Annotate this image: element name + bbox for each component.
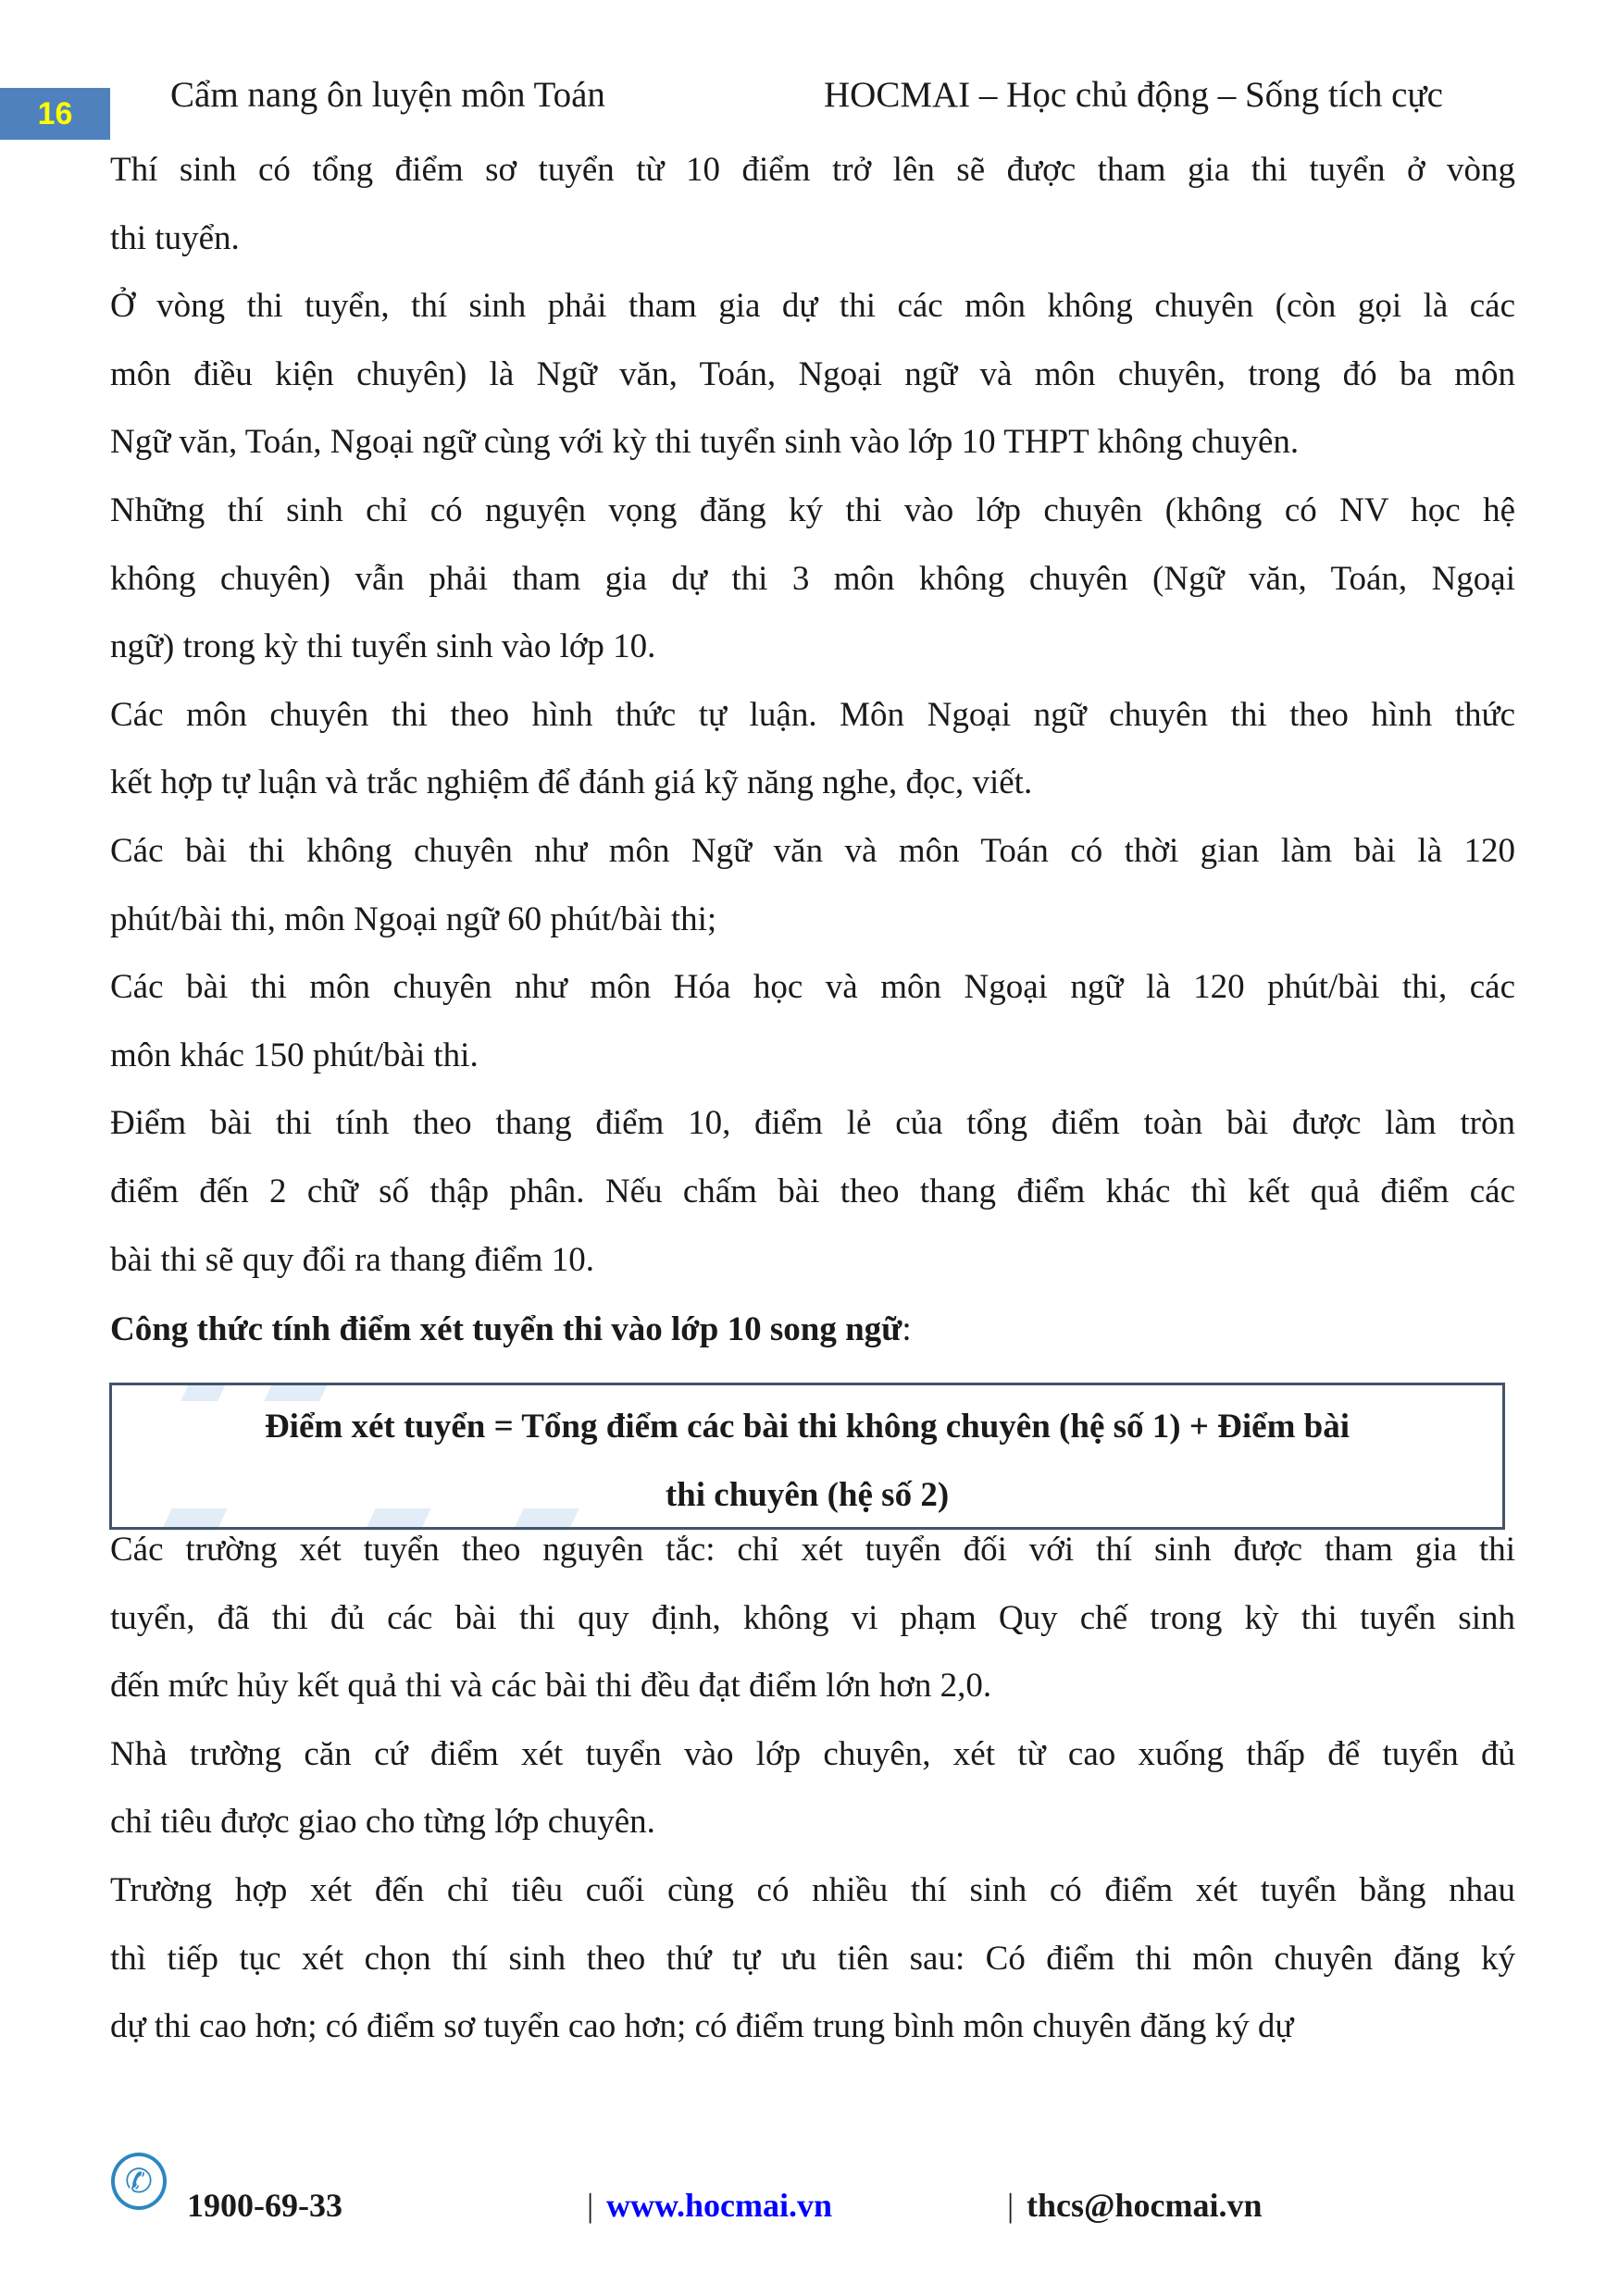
text-line: Các bài thi môn chuyên như môn Hóa học và môn Ngoại ngữ là 120 phút/bài thi, các [110, 968, 1515, 1007]
formula-heading-colon: : [902, 1310, 912, 1348]
page-number-badge [0, 88, 110, 140]
formula-heading-line [110, 1296, 1515, 1364]
header-slogan: HOCMAI – Học chủ động – Sống tích cực [824, 75, 1443, 115]
footer-separator: | [1007, 2187, 1014, 2224]
footer-website-link[interactable]: www.hocmai.vn [606, 2187, 833, 2224]
text-line: Các trường xét tuyển theo nguyên tắc: chỉ xét tuyển đối với thí sinh được tham gia thi [110, 1531, 1515, 1569]
book-title: Cẩm nang ôn luyện môn Toán [170, 75, 605, 115]
text-line: không chuyên) vẫn phải tham gia dự thi 3 môn không chuyên (Ngữ văn, Toán, Ngoại [110, 559, 1515, 598]
phone-icon: ✆ [111, 2153, 167, 2210]
text-line: kết hợp tự luận và trắc nghiệm để đánh giá kỹ năng nghe, đọc, viết. [110, 763, 1033, 802]
text-line: Điểm bài thi tính theo thang điểm 10, điểm lẻ của tổng điểm toàn bài được làm tròn [110, 1104, 1515, 1143]
text-line: Các bài thi không chuyên như môn Ngữ văn và môn Toán có thời gian làm bài là 120 [110, 831, 1515, 870]
body-text-bottom [110, 1516, 1515, 2061]
text-line: Các môn chuyên thi theo hình thức tự luận. Môn Ngoại ngữ chuyên thi theo hình thức [110, 695, 1515, 734]
footer-email[interactable]: thcs@hocmai.vn [1027, 2187, 1263, 2224]
page-number: 16 [37, 95, 73, 131]
formula-line-1: Điểm xét tuyển = Tổng điểm các bài thi không chuyên (hệ số 1) + Điểm bài [264, 1408, 1350, 1446]
text-line: Nhà trường căn cứ điểm xét tuyển vào lớp chuyên, xét từ cao xuống thấp để tuyển đủ [110, 1734, 1515, 1773]
text-line: bài thi sẽ quy đổi ra thang điểm 10. [110, 1240, 595, 1279]
text-line: môn điều kiện chuyên) là Ngữ văn, Toán, Ngoại ngữ và môn chuyên, trong đó ba môn [110, 354, 1515, 393]
text-line: tuyển, đã thi đủ các bài thi quy định, không vi phạm Quy chế trong kỳ thi tuyển sinh [110, 1598, 1515, 1637]
text-line: ngữ) trong kỳ thi tuyển sinh vào lớp 10. [110, 627, 656, 666]
text-line: Những thí sinh chỉ có nguyện vọng đăng ký thi vào lớp chuyên (không có NV học hệ [110, 490, 1515, 529]
text-line: phút/bài thi, môn Ngoại ngữ 60 phút/bài thi; [110, 900, 717, 938]
text-line: Ngữ văn, Toán, Ngoại ngữ cùng với kỳ thi tuyển sinh vào lớp 10 THPT không chuyên. [110, 423, 1300, 462]
text-line: Ở vòng thi tuyển, thí sinh phải tham gia dự thi các môn không chuyên (còn gọi là các [110, 287, 1515, 326]
formula-line-2: thi chuyên (hệ số 2) [665, 1476, 950, 1514]
text-line: môn khác 150 phút/bài thi. [110, 1036, 479, 1074]
text-line: điểm đến 2 chữ số thập phân. Nếu chấm bài theo thang điểm khác thì kết quả điểm các [110, 1172, 1515, 1210]
formula-heading: Công thức tính điểm xét tuyển thi vào lớp 10 song ngữ [110, 1310, 902, 1348]
body-text-top [110, 136, 1515, 1294]
text-line: thì tiếp tục xét chọn thí sinh theo thứ tự ưu tiên sau: Có điểm thi môn chuyên đăng ký [110, 1939, 1515, 1978]
text-line: Trường hợp xét đến chỉ tiêu cuối cùng có nhiều thí sinh có điểm xét tuyển bằng nhau [110, 1870, 1515, 1909]
text-line: đến mức hủy kết quả thi và các bài thi đều đạt điểm lớn hơn 2,0. [110, 1667, 992, 1706]
footer-separator: | [587, 2187, 594, 2224]
footer-phone: 1900-69-33 [187, 2187, 342, 2224]
text-line: Thí sinh có tổng điểm sơ tuyển từ 10 điểm trở lên sẽ được tham gia thi tuyển ở vòng [110, 151, 1515, 189]
text-line: thi tuyển. [110, 218, 240, 257]
formula-box [109, 1383, 1505, 1530]
text-line: dự thi cao hơn; có điểm sơ tuyển cao hơn; có điểm trung bình môn chuyên đăng ký dự [110, 2007, 1294, 2046]
text-line: chỉ tiêu được giao cho từng lớp chuyên. [110, 1803, 655, 1842]
